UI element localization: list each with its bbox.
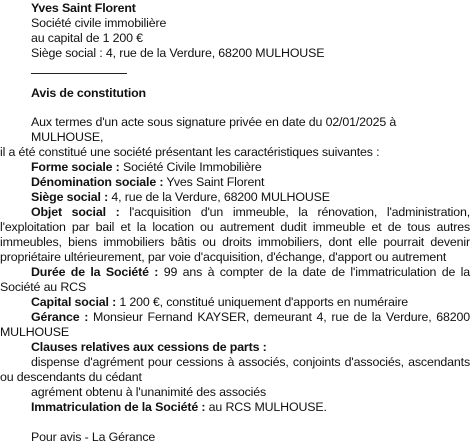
field-value: l'acquisition d'un immeuble, la rénovation, l'administration, l'exploitation par bail et la location ou autrement dudit immeuble et de tous autres immeubles, biens immobiliers bâtis ou droits immobiliers, dont elle pourrait devenir propriétaire ultérieurement, par voie d'acquisition, d'échange, d'apport ou autrement: [0, 205, 470, 264]
field-label: Immatriculation de la Société :: [31, 400, 206, 414]
field-forme: [0, 160, 470, 175]
field-value: 1 200 €, constitué uniquement d'apports en numéraire: [116, 295, 409, 309]
field-value: 99 ans à compter de la date de l'immatriculation de la Société au RCS: [0, 265, 470, 294]
field-value: Yves Saint Florent: [163, 175, 265, 189]
field-label: Forme sociale :: [31, 160, 120, 174]
field-label: Gérance :: [31, 310, 89, 324]
field-denomination: [0, 175, 470, 190]
clauses-detail-1: dispense d'agrément pour cessions à associés, conjoints d'associés, ascendants ou descendants du cédant: [0, 355, 470, 384]
intro-line-2: il a été constitué une société présentant les caractéristiques suivantes :: [0, 145, 380, 159]
clauses-detail-2: agrément obtenu à l'unanimité des associés: [31, 385, 267, 399]
field-clauses: [0, 340, 470, 355]
separator-line: [31, 73, 127, 74]
field-label: Durée de la Société :: [31, 265, 159, 279]
company-name: Yves Saint Florent: [31, 1, 136, 15]
field-label: Capital social :: [31, 295, 117, 309]
company-address: Siège social : 4, rue de la Verdure, 68200 MULHOUSE: [31, 46, 325, 60]
closing-signature: Pour avis - La Gérance: [31, 430, 156, 444]
field-siege: [0, 190, 470, 205]
notice-title: Avis de constitution: [31, 86, 146, 100]
intro-line-1: Aux termes d'un acte sous signature privée en date du 02/01/2025 à MULHOUSE,: [31, 115, 397, 144]
field-value: 4, rue de la Verdure, 68200 MULHOUSE: [108, 190, 330, 204]
company-form: Société civile immobilière: [31, 16, 167, 30]
field-duree: [0, 265, 470, 295]
notice-header: [0, 1, 470, 61]
field-label: Siège social :: [31, 190, 109, 204]
field-value: Société Civile Immobilière: [119, 160, 262, 174]
field-immatriculation: [0, 400, 470, 415]
field-value: Monsieur Fernand KAYSER, demeurant 4, rue de la Verdure, 68200 MULHOUSE: [0, 310, 471, 339]
field-objet: [0, 205, 470, 265]
field-label: Objet social :: [31, 205, 120, 219]
field-gerance: [0, 310, 470, 340]
legal-notice: [0, 1, 470, 445]
field-capital: [0, 295, 470, 310]
company-capital: au capital de 1 200 €: [31, 31, 143, 45]
field-value: au RCS MULHOUSE.: [205, 400, 327, 414]
field-label: Clauses relatives aux cessions de parts :: [31, 340, 267, 354]
field-label: Dénomination sociale :: [31, 175, 164, 189]
